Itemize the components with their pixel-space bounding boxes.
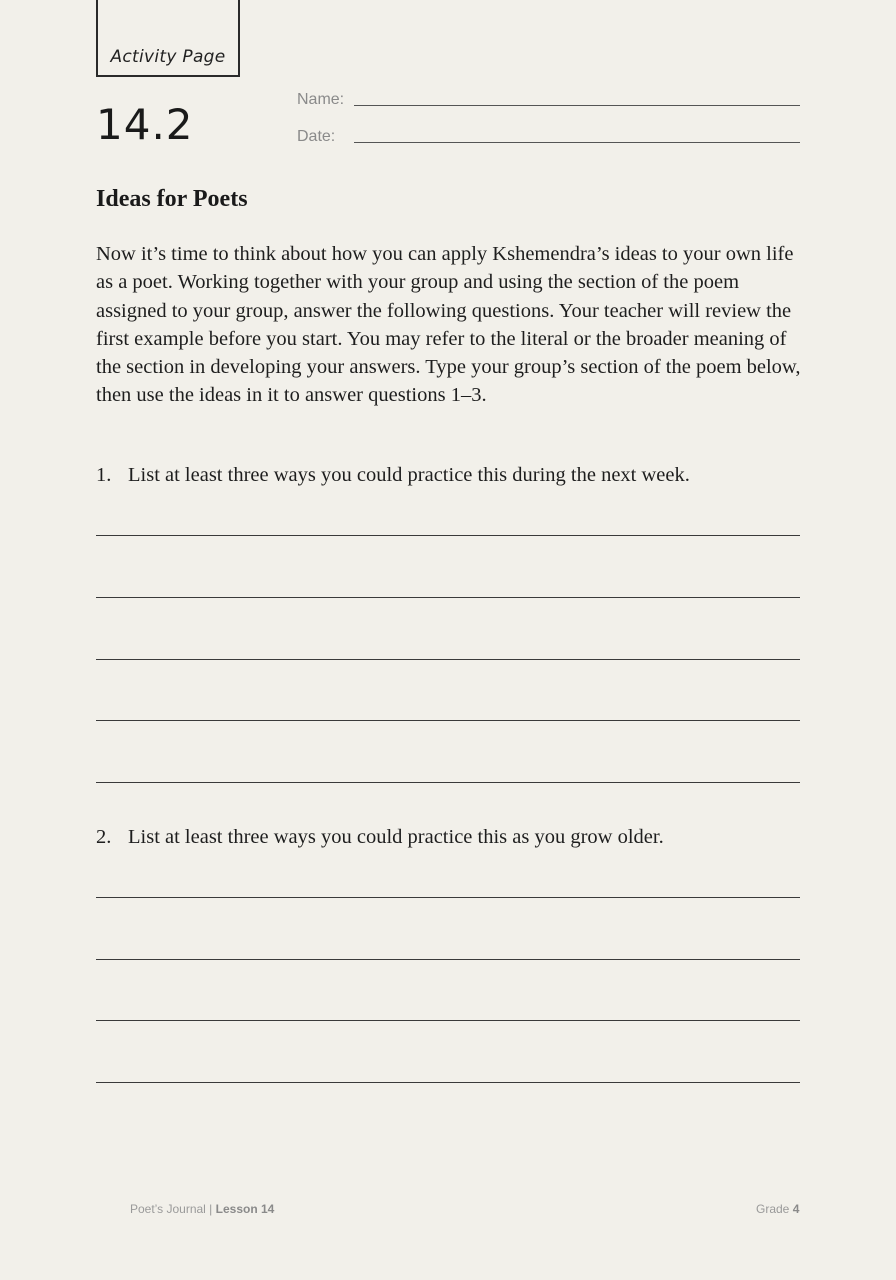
question-1 (96, 464, 808, 487)
question-number: 1. (96, 464, 112, 486)
page-number: 14.2 (96, 100, 194, 149)
page-title: Ideas for Poets (96, 186, 248, 212)
date-field[interactable] (354, 142, 800, 143)
question-text: List at least three ways you could practice this during the next week. (128, 464, 690, 486)
activity-page-label: Activity Page (110, 47, 226, 67)
date-label: Date: (297, 128, 336, 145)
footer-left (130, 1202, 274, 1216)
question-number: 2. (96, 826, 112, 848)
activity-page-tab (96, 0, 240, 77)
answer-line-1-5[interactable] (96, 782, 800, 783)
question-text: List at least three ways you could practice this as you grow older. (128, 826, 664, 848)
footer-journal: Poet’s Journal (130, 1202, 206, 1216)
footer-grade-label: Grade (756, 1202, 790, 1216)
footer-lesson: Lesson 14 (215, 1202, 275, 1216)
answer-line-2-1[interactable] (96, 897, 800, 898)
answer-line-1-4[interactable] (96, 720, 800, 721)
instructions-paragraph: Now it’s time to think about how you can apply Kshemendra’s ideas to your own life as a poet. Working together with your group and using the section of the poem assigned to your group, answer the following questions. Your teacher will review the first example before you start. You may refer to the literal or the broader meaning of the section in developing your answers. Type your group’s section of the poem below, then use the ideas in it to answer questions 1–3. (96, 243, 801, 407)
answer-line-2-3[interactable] (96, 1020, 800, 1021)
name-field[interactable] (354, 105, 800, 106)
answer-line-1-1[interactable] (96, 535, 800, 536)
footer-separator: | (209, 1202, 213, 1216)
footer-grade-number: 4 (792, 1202, 800, 1216)
answer-line-1-3[interactable] (96, 659, 800, 660)
name-label: Name: (297, 91, 345, 108)
question-2 (96, 826, 808, 849)
answer-line-1-2[interactable] (96, 597, 800, 598)
answer-line-2-2[interactable] (96, 959, 800, 960)
answer-line-2-4[interactable] (96, 1082, 800, 1083)
footer-right (756, 1202, 799, 1216)
